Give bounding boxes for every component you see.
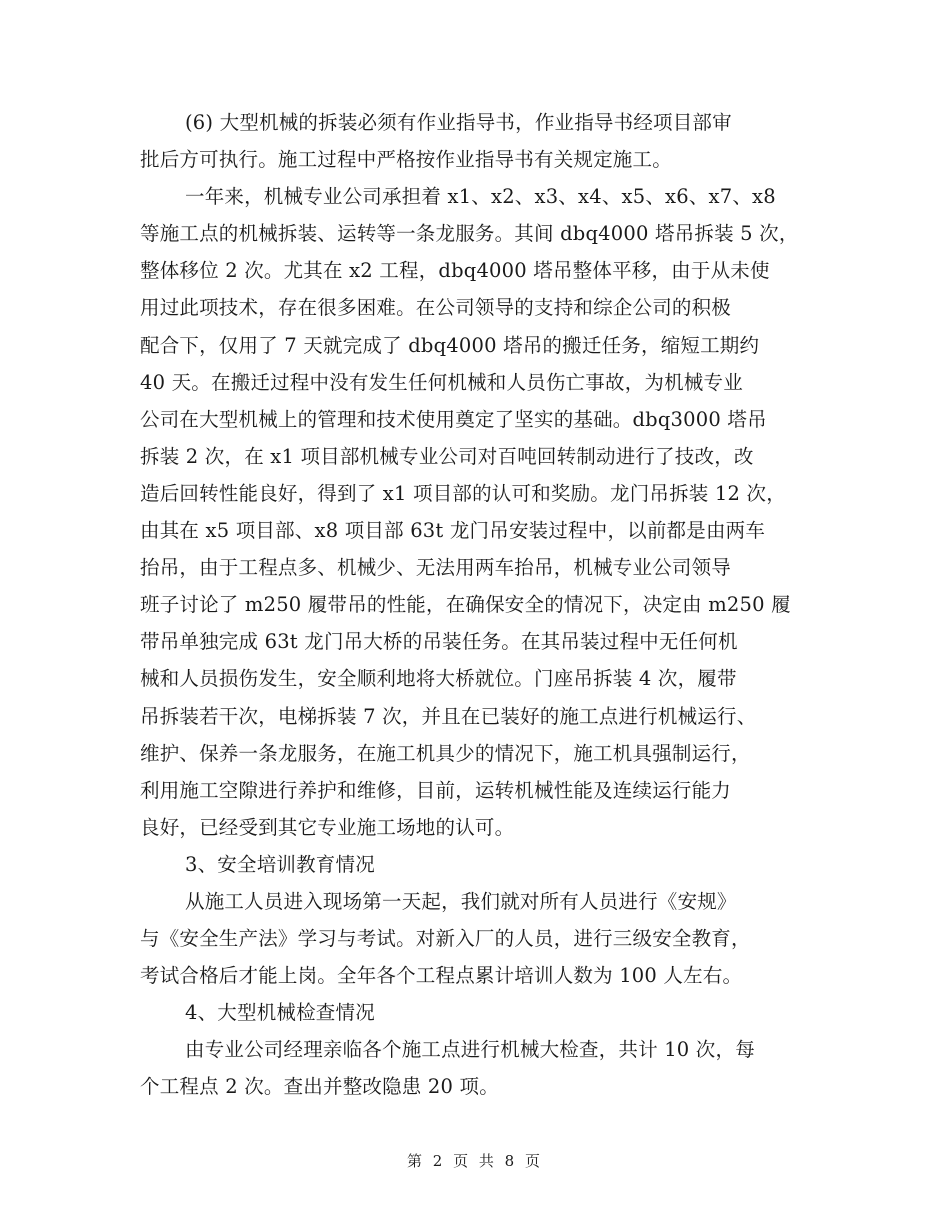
text-line: 械和人员损伤发生，安全顺利地将大桥就位。门座吊拆装 4 次，履带 [140, 667, 737, 691]
text-line: 配合下，仅用了 7 天就完成了 dbq4000 塔吊的搬迁任务，缩短工期约 [140, 333, 760, 357]
text-line: 4、大型机械检查情况 [185, 1001, 375, 1025]
text-line: 40 天。在搬迁过程中没有发生任何机械和人员伤亡事故，为机械专业 [140, 370, 743, 394]
document-body [140, 104, 830, 1106]
text-line: 从施工人员进入现场第一天起，我们就对所有人员进行《安规》 [185, 889, 737, 913]
text-line: 造后回转性能良好，得到了 x1 项目部的认可和奖励。龙门吊拆装 12 次， [140, 481, 786, 505]
text-line: 等施工点的机械拆装、运转等一条龙服务。其间 dbq4000 塔吊拆装 5 次， [140, 222, 799, 246]
text-line: 用过此项技术，存在很多困难。在公司领导的支持和综企公司的积极 [140, 296, 732, 320]
text-line: 班子讨论了 m250 履带吊的性能，在确保安全的情况下，决定由 m250 履 [140, 593, 791, 617]
text-line: 整体移位 2 次。尤其在 x2 工程，dbq4000 塔吊整体平移，由于从未使 [140, 259, 770, 283]
text-line: (6) 大型机械的拆装必须有作业指导书，作业指导书经项目部审 [185, 111, 732, 134]
text-line: 维护、保养一条龙服务，在施工机具少的情况下，施工机具强制运行， [140, 741, 751, 765]
text-line: 公司在大型机械上的管理和技术使用奠定了坚实的基础。dbq3000 塔吊 [140, 407, 767, 431]
text-line: 批后方可执行。施工过程中严格按作业指导书有关规定施工。 [140, 148, 672, 172]
text-line: 吊拆装若干次，电梯拆装 7 次，并且在已装好的施工点进行机械运行、 [140, 704, 757, 728]
page-footer: 第 2 页 共 8 页 [407, 1152, 543, 1170]
text-line: 个工程点 2 次。查出并整改隐患 20 项。 [140, 1075, 499, 1099]
text-line: 抬吊，由于工程点多、机械少、无法用两车抬吊，机械专业公司领导 [140, 556, 732, 580]
text-line: 与《安全生产法》学习与考试。对新入厂的人员，进行三级安全教育， [140, 927, 751, 951]
text-line: 一年来，机械专业公司承担着 x1、x2、x3、x4、x5、x6、x7、x8 [185, 185, 776, 209]
text-line: 由专业公司经理亲临各个施工点进行机械大检查，共计 10 次，每 [185, 1038, 755, 1062]
text-line: 由其在 x5 项目部、x8 项目部 63t 龙门吊安装过程中，以前都是由两车 [140, 519, 766, 543]
text-line: 利用施工空隙进行养护和维修，目前，运转机械性能及连续运行能力 [140, 778, 732, 802]
text-line: 良好，已经受到其它专业施工场地的认可。 [140, 815, 515, 839]
text-line: 拆装 2 次，在 x1 项目部机械专业公司对百吨回转制动进行了技改，改 [140, 444, 754, 468]
text-line: 考试合格后才能上岗。全年各个工程点累计培训人数为 100 人左右。 [140, 964, 743, 988]
text-line: 3、安全培训教育情况 [185, 852, 375, 876]
text-line: 带吊单独完成 63t 龙门吊大桥的吊装任务。在其吊装过程中无任何机 [140, 630, 738, 654]
